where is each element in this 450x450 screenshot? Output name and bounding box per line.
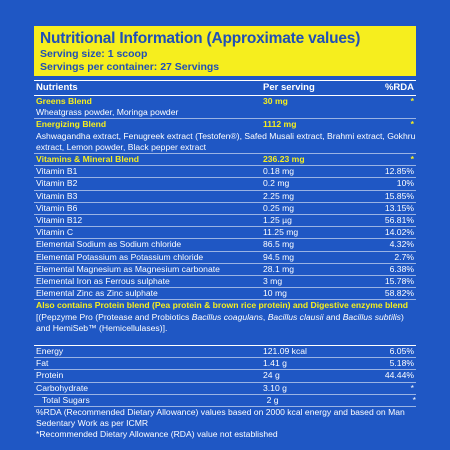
cell-rda: 44.44% bbox=[384, 370, 414, 381]
cell-amount: 86.5 mg bbox=[263, 239, 295, 250]
column-header-row bbox=[34, 80, 416, 96]
table-row bbox=[34, 395, 416, 407]
vitamin-blend-row bbox=[34, 154, 416, 166]
table-row bbox=[34, 227, 416, 239]
cell-name: Elemental Zinc as Zinc sulphate bbox=[36, 288, 158, 299]
cell-rda: 13.15% bbox=[384, 202, 414, 213]
cell-rda: * bbox=[412, 394, 416, 405]
spacer bbox=[34, 334, 416, 345]
cell-name: Vitamin B6 bbox=[36, 202, 78, 213]
protein-blend-italic-1: Bacillus coagulans bbox=[191, 311, 263, 322]
cell-amount: 28.1 mg bbox=[263, 263, 295, 274]
greens-blend-rda: * bbox=[410, 96, 414, 106]
cell-rda: 2.7% bbox=[394, 251, 414, 262]
table-row bbox=[34, 178, 416, 190]
protein-blend-detail-1: [(Pepzyme Pro (Protease and Probiotics bbox=[36, 311, 192, 322]
cell-amount: 2.25 mg bbox=[263, 190, 295, 201]
greens-blend-contents: Wheatgrass powder, Moringa powder bbox=[34, 107, 416, 119]
col-nutrients: Nutrients bbox=[36, 82, 78, 93]
panel-title: Nutritional Information (Approximate values) bbox=[40, 30, 361, 47]
col-rda: %RDA bbox=[384, 82, 414, 93]
greens-blend-amount: 30 mg bbox=[263, 96, 288, 106]
table-row bbox=[34, 383, 416, 395]
cell-rda: 5.18% bbox=[389, 358, 414, 369]
rda-not-established-note: *Recommended Dietary Allowance (RDA) value not established bbox=[36, 429, 278, 440]
title-box bbox=[34, 26, 416, 76]
protein-blend-italic-2: Bacillus clausii bbox=[267, 311, 324, 322]
cell-amount: 2 g bbox=[266, 394, 279, 405]
col-per-serving: Per serving bbox=[263, 82, 315, 93]
macro-rows bbox=[34, 345, 416, 407]
cell-name: Total Sugars bbox=[42, 394, 90, 405]
cell-rda: 6.38% bbox=[389, 263, 414, 274]
vitamin-rows bbox=[34, 166, 416, 300]
table-row bbox=[34, 264, 416, 276]
cell-amount: 0.18 mg bbox=[263, 166, 295, 177]
cell-name: Elemental Magnesium as Magnesium carbonate bbox=[36, 263, 220, 274]
serving-size: Serving size: 1 scoop bbox=[40, 48, 148, 60]
cell-name: Vitamin B1 bbox=[36, 166, 78, 177]
energizing-blend-rda: * bbox=[410, 119, 414, 130]
cell-rda: 58.82% bbox=[384, 288, 414, 299]
rda-note: %RDA (Recommended Dietary Allowance) values based on 2000 kcal energy and based on Man Sedentary Work as per ICMR bbox=[36, 407, 405, 429]
servings-per-container: Servings per container: 27 Servings bbox=[40, 61, 220, 73]
vitamin-blend-name: Vitamins & Mineral Blend bbox=[36, 154, 139, 165]
vitamin-blend-rda: * bbox=[410, 154, 414, 165]
table-row bbox=[34, 191, 416, 203]
cell-rda: 12.85% bbox=[384, 166, 414, 177]
cell-rda: 14.02% bbox=[384, 227, 414, 238]
cell-rda: 10% bbox=[396, 178, 414, 189]
cell-amount: 1.41 g bbox=[263, 358, 287, 369]
table-row bbox=[34, 370, 416, 382]
table-row bbox=[34, 252, 416, 264]
greens-blend-row bbox=[34, 96, 416, 107]
cell-amount: 0.2 mg bbox=[263, 178, 290, 189]
protein-blend-detail-4: ) and HemiSeb™ (Hemicellulases)]. bbox=[36, 311, 404, 333]
cell-amount: 121.09 kcal bbox=[263, 346, 307, 357]
table-row bbox=[34, 288, 416, 300]
cell-name: Vitamin B3 bbox=[36, 190, 78, 201]
protein-blend-italic-3: Bacillus subtilis bbox=[342, 311, 401, 322]
table-row bbox=[34, 215, 416, 227]
cell-rda: 4.32% bbox=[389, 239, 414, 250]
protein-blend-detail-3: and bbox=[323, 311, 343, 322]
table-row bbox=[34, 358, 416, 370]
nutrition-panel bbox=[34, 26, 416, 441]
cell-name: Carbohydrate bbox=[36, 382, 89, 393]
cell-amount: 1.25 µg bbox=[263, 215, 292, 226]
cell-name: Vitamin B12 bbox=[36, 215, 83, 226]
cell-amount: 0.25 mg bbox=[263, 202, 295, 213]
cell-name: Fat bbox=[36, 358, 49, 369]
cell-amount: 3.10 g bbox=[263, 382, 287, 393]
cell-name: Protein bbox=[36, 370, 64, 381]
cell-name: Elemental Potassium as Potassium chloride bbox=[36, 251, 204, 262]
cell-rda: 56.81% bbox=[384, 215, 414, 226]
table-row bbox=[34, 239, 416, 251]
table-row bbox=[34, 166, 416, 178]
cell-amount: 11.25 mg bbox=[263, 227, 299, 238]
vitamin-blend-amount: 236.23 mg bbox=[263, 154, 305, 165]
energizing-blend-contents: Ashwagandha extract, Fenugreek extract (Testofen®), Safed Musali extract, Brahmi extract, Gokhru extract, Lemon powder, Black pepper extract bbox=[34, 131, 416, 154]
cell-name: Energy bbox=[36, 346, 64, 357]
cell-name: Vitamin C bbox=[36, 227, 74, 238]
cell-rda: 15.85% bbox=[384, 190, 414, 201]
protein-blend-detail-2: , bbox=[262, 311, 268, 322]
protein-blend-headline: Also contains Protein blend (Pea protein & brown rice protein) and Digestive enzyme blend bbox=[36, 300, 408, 311]
greens-blend-name: Greens Blend bbox=[36, 96, 92, 106]
cell-name: Vitamin B2 bbox=[36, 178, 78, 189]
table-row bbox=[34, 276, 416, 288]
cell-rda: * bbox=[410, 382, 414, 393]
table-row bbox=[34, 203, 416, 215]
cell-amount: 94.5 mg bbox=[263, 251, 295, 262]
cell-amount: 10 mg bbox=[263, 288, 287, 299]
cell-rda: 15.78% bbox=[384, 276, 414, 287]
energizing-blend-name: Energizing Blend bbox=[36, 119, 107, 130]
cell-name: Elemental Iron as Ferrous sulphate bbox=[36, 276, 170, 287]
table-row bbox=[34, 346, 416, 358]
energizing-blend-row bbox=[34, 119, 416, 130]
protein-blend-note bbox=[34, 300, 416, 334]
cell-rda: 6.05% bbox=[389, 346, 414, 357]
cell-amount: 24 g bbox=[263, 370, 280, 381]
energizing-blend-amount: 1112 mg bbox=[263, 119, 297, 130]
cell-amount: 3 mg bbox=[263, 276, 283, 287]
cell-name: Elemental Sodium as Sodium chloride bbox=[36, 239, 182, 250]
